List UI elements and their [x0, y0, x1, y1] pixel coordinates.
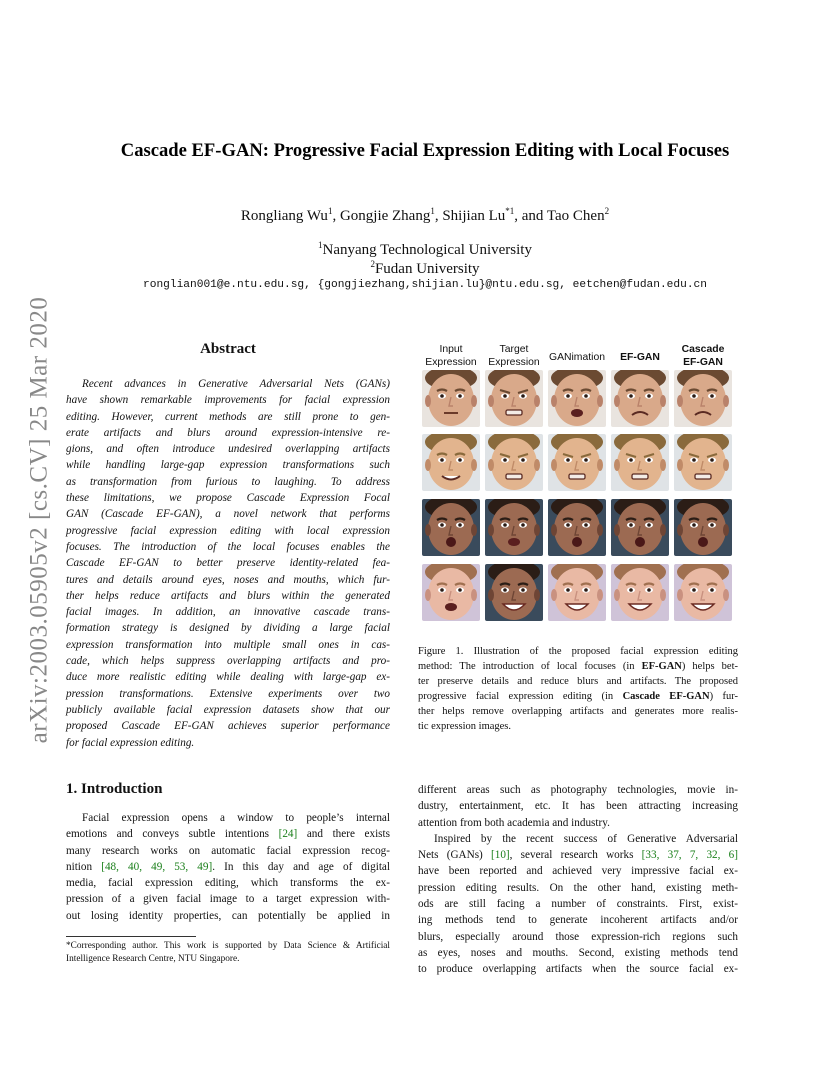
introduction-line [66, 875, 390, 891]
figure-column-label: Input Expression [425, 344, 477, 368]
body-line [418, 929, 738, 945]
text-segment: EF-GAN [641, 661, 682, 672]
figure-face-image [485, 434, 543, 491]
figure-face-image [485, 370, 543, 427]
text-segment: ) fur- [709, 691, 739, 702]
citation-link[interactable]: [10] [491, 849, 510, 862]
abstract-line: formation strategy is designed by dividing a large facial [66, 622, 390, 635]
abstract-line: editing. However, current methods are still prone to gen- [66, 410, 390, 423]
text-segment: ) helps bet- [681, 661, 738, 672]
figure-caption [418, 644, 738, 734]
figure-face-image [674, 499, 732, 556]
text-segment: to produce overlapping artifacts when the source facial ex- [418, 963, 738, 976]
figure-face-image [674, 370, 732, 427]
citation-link[interactable]: [48, 40, 49, 53, 49] [101, 860, 213, 873]
text-segment: nition [66, 860, 102, 873]
figure-face-image [674, 564, 732, 621]
text-segment: progressive facial expression editing (in [418, 691, 623, 702]
footnote: *Corresponding author. This work is supported by Data Science & Artificial Intelligence Research Centre, NTU Singapore. [66, 941, 390, 964]
abstract-line: tures and details around eyes, noses and mouths, which fur- [66, 573, 390, 586]
figure-face-image [485, 499, 543, 556]
body-line [418, 945, 738, 961]
author-affiliation-mark: *1 [505, 206, 515, 216]
body-line [418, 798, 738, 814]
author-separator: , [434, 208, 443, 224]
abstract-line: focuses. The introduction of the local focuses enables the [66, 540, 390, 553]
affiliation [60, 240, 790, 259]
abstract-line: facial images. In addition, an innovative cascade trans- [66, 606, 390, 619]
figure-face-image [548, 564, 606, 621]
text-segment: ods are still facing a number of constraints. First, exist- [418, 898, 738, 911]
abstract-line: expression transformation into multiple small ones in cas- [66, 638, 390, 651]
body-line [418, 847, 738, 863]
introduction-line [66, 826, 390, 842]
abstract-line: progressive facial expression editing with local expression [66, 524, 390, 537]
figure-face-image [674, 434, 732, 491]
figure-column-label: Target Expression [488, 344, 540, 368]
text-segment: . In this day and age of digital [212, 860, 390, 873]
abstract-line: cade, which helps suppress overlapping artifacts and pro- [66, 655, 390, 668]
figure-face-image [611, 370, 669, 427]
text-segment: Facial expression opens a window to people’s internal [82, 812, 390, 824]
text-segment: and there exists [297, 828, 390, 841]
body-line [418, 912, 738, 928]
figure-face-image [548, 499, 606, 556]
author-emails[interactable]: ronglian001@e.ntu.edu.sg, {gongjiezhang,shijian.lu}@ntu.edu.sg, eetchen@fudan.edu.cn [143, 279, 707, 291]
affiliation-mark: 1 [318, 240, 323, 250]
caption-line [418, 719, 738, 734]
text-segment: media, facial expression editing, which transforms the ex- [66, 877, 390, 890]
text-segment: out losing identity properties, can potentially be applied in [66, 909, 390, 922]
abstract-body [66, 376, 390, 751]
introduction-line [66, 891, 390, 907]
figure-1 [418, 343, 744, 603]
affiliation-mark: 2 [370, 259, 375, 269]
author-name: Gongjie Zhang [339, 208, 431, 224]
text-segment: ter preserve details and reduce blurs and artifacts. The proposed [418, 676, 738, 687]
abstract-line: ther helps reduce artifacts and blurs within the generated [66, 589, 390, 602]
figure-face-image [422, 370, 480, 427]
caption-line [418, 689, 738, 704]
abstract-line: as transformation from furious to laughing. To address [66, 475, 390, 488]
paper-title: Cascade EF-GAN: Progressive Facial Expression Editing with Local Focuses [120, 140, 730, 161]
figure-column-label: EF-GAN [620, 352, 660, 363]
footnote-divider [66, 936, 196, 937]
caption-line [418, 674, 738, 689]
abstract-line: proposed Cascade EF-GAN achieves superior performance [66, 720, 390, 733]
section-heading-introduction: 1. Introduction [66, 781, 163, 797]
text-segment: blurs, especially around those expression-rich regions such [418, 930, 738, 943]
text-segment: , several research works [509, 849, 642, 862]
figure-face-image [422, 499, 480, 556]
author-name: Rongliang Wu [240, 208, 328, 224]
text-segment: dustry, entertainment, etc. It has been attracting increasing [418, 800, 738, 813]
arxiv-identifier-text: arXiv:2003.05905v2 [cs.CV] 25 Mar 2020 [25, 296, 53, 744]
text-segment: attention from both academia and industry. [418, 816, 610, 829]
author-separator: , and [514, 208, 547, 224]
figure-face-image [422, 564, 480, 621]
body-line [418, 782, 738, 798]
body-line [418, 831, 738, 847]
abstract-line: duce more realistic editing while dealing with large-gap ex- [66, 671, 390, 684]
caption-line [418, 644, 738, 659]
figure-face-image [485, 564, 543, 621]
abstract-line: erate artifacts and blurs around expression-intensive re- [66, 426, 390, 439]
text-segment: Figure 1. Illustration of the proposed facial expression editing [418, 646, 738, 657]
text-segment: emotions and conveys subtle intentions [66, 828, 279, 841]
introduction-body-continued [418, 782, 738, 978]
body-line [418, 896, 738, 912]
citation-link[interactable]: [24] [278, 828, 298, 841]
figure-face-image [611, 564, 669, 621]
text-segment: tic expression images. [418, 721, 512, 732]
introduction-body [66, 810, 390, 924]
text-segment: have been reported and achieved very impressive facial ex- [418, 865, 738, 878]
introduction-line [66, 859, 390, 875]
text-segment: different areas such as photography technologies, movie in- [418, 784, 738, 796]
abstract-line: pression transformations. Extensive experiments over two [66, 687, 390, 700]
figure-face-image [548, 434, 606, 491]
abstract-line: GAN (Cascade EF-GAN), a novel network that performs [66, 508, 390, 521]
figure-face-image [611, 499, 669, 556]
abstract-line: gions, and often introduce undesired overlapping artifacts [66, 443, 390, 456]
author-affiliation-mark: 2 [604, 206, 610, 216]
figure-column-label: Cascade EF-GAN [681, 344, 725, 368]
abstract-line: Cascade EF-GAN to better preserve identity-related fea- [66, 557, 390, 570]
author-affiliation-mark: 1 [327, 206, 333, 216]
abstract-line: these limitations, we propose Cascade Expression Focal [66, 492, 390, 505]
author-name: Shijian Lu [442, 208, 506, 224]
abstract-line: for facial expression editing. [66, 736, 195, 749]
caption-line [418, 704, 738, 719]
abstract-heading: Abstract [200, 341, 256, 357]
text-segment: as eyes, noses and mouths. Second, existing methods tend [418, 946, 738, 959]
text-segment: ing methods tend to generate incoherent artifacts and/or [418, 914, 738, 927]
text-segment: pression of a given facial image to a target expression with- [66, 893, 390, 906]
text-segment: Inspired by the recent success of Generative Adversarial [434, 832, 738, 845]
body-line [418, 880, 738, 896]
abstract-line: have shown remarkable improvements for facial expression [66, 394, 390, 407]
text-segment: ther helps remove overlapping artifacts and generates more realis- [418, 706, 738, 717]
body-line [418, 961, 738, 977]
text-segment: Cascade EF-GAN [622, 691, 710, 702]
arxiv-identifier [18, 280, 60, 760]
text-segment: method: The introduction of local focuses (in [418, 661, 642, 672]
body-line [418, 815, 738, 831]
introduction-line [66, 843, 390, 859]
text-segment: Nets (GANs) [418, 849, 492, 862]
affiliation-name: Fudan University [374, 261, 480, 277]
abstract-line: Recent advances in Generative Adversarial Nets (GANs) [82, 378, 390, 390]
figure-face-image [611, 434, 669, 491]
text-segment: pression editing results. On the other hand, existing meth- [418, 881, 738, 894]
body-line [418, 863, 738, 879]
figure-column-label: GANimation [548, 352, 605, 363]
affiliation-name: Nanyang Technological University [322, 242, 532, 258]
citation-link[interactable]: [33, 37, 7, 32, 6] [641, 849, 738, 862]
abstract-line: publicly available facial expression datasets show that our [66, 703, 390, 716]
figure-face-image [548, 370, 606, 427]
abstract-line: while handling large-gap expression transformations such [66, 459, 390, 472]
caption-line [418, 659, 738, 674]
text-segment: many research works on automatic facial expression recog- [66, 844, 390, 857]
author-affiliation-mark: 1 [430, 206, 435, 216]
author-separator: , [332, 208, 340, 224]
author-list [60, 206, 790, 225]
introduction-line [66, 810, 390, 826]
figure-face-image [422, 434, 480, 491]
affiliation [60, 259, 790, 278]
introduction-line [66, 908, 390, 924]
author-name: Tao Chen [546, 208, 605, 224]
